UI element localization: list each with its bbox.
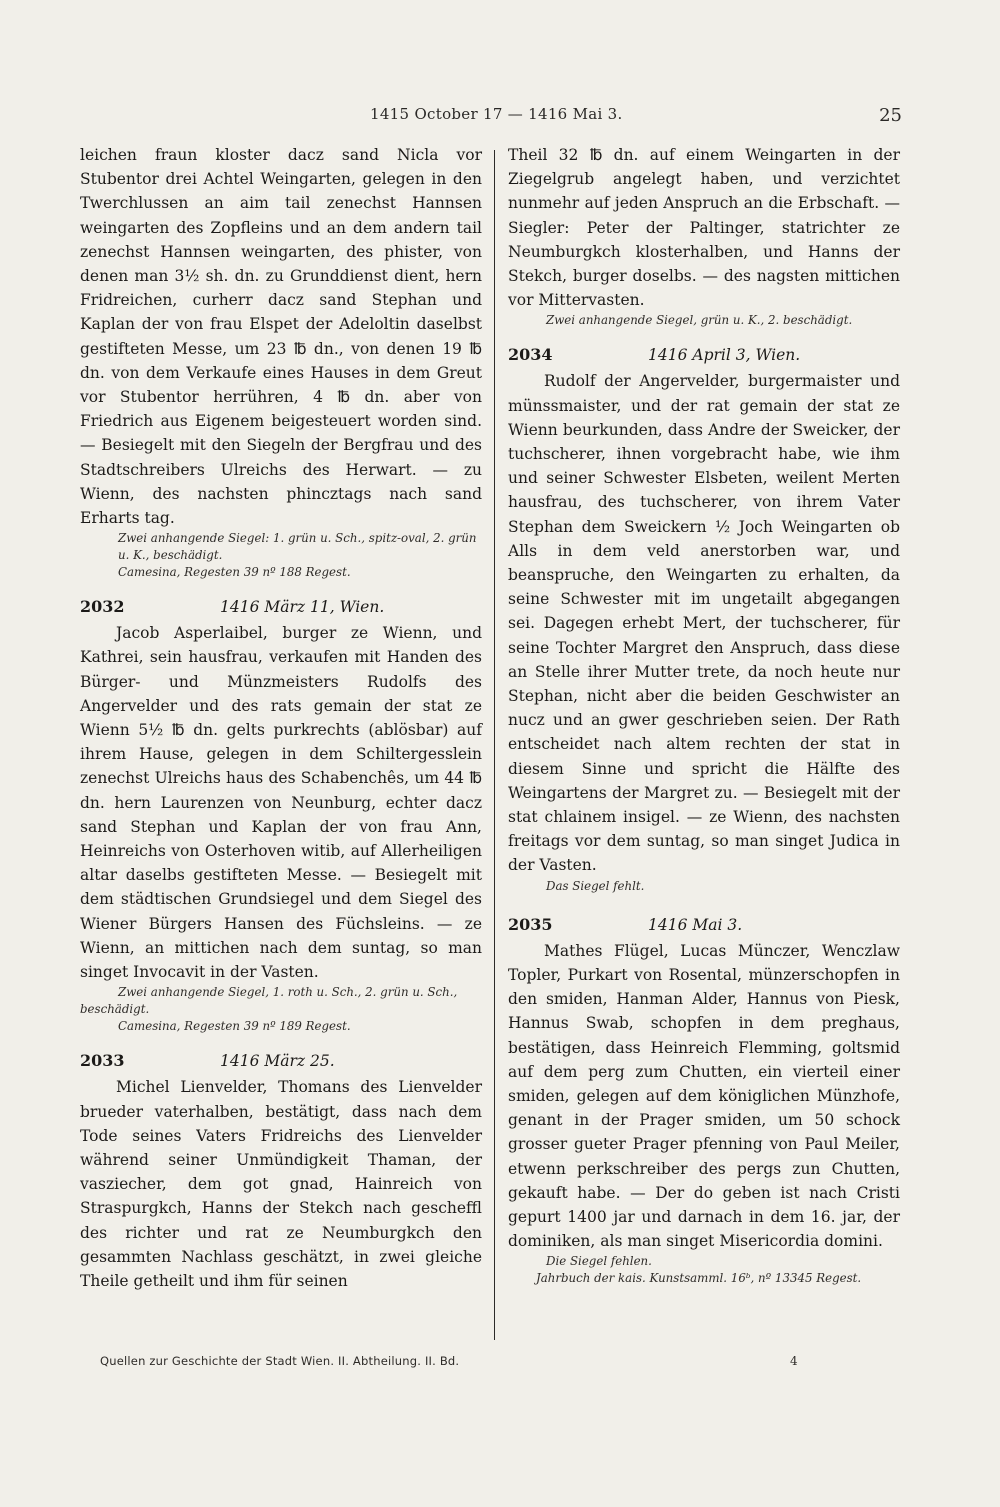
entry-date: 1416 Mai 3. (648, 915, 743, 934)
entry-2032 (80, 595, 482, 1035)
entry-date: 1416 April 3, Wien. (648, 346, 801, 365)
seal-note: Zwei anhangende Siegel, 1. roth u. Sch., 2. grün u. Sch., beschädigt. (80, 985, 458, 1017)
source-note: Jahrbuch der kais. Kunstsamml. 16ᵇ, nº 13345 Regest. (536, 1271, 862, 1286)
entry-number: 2034 (508, 345, 553, 365)
entry-heading (508, 343, 900, 367)
entry-2033 (80, 1049, 482, 1293)
source-note: Camesina, Regesten 39 nº 189 Regest. (118, 1019, 351, 1034)
running-title: 1415 October 17 — 1416 Mai 3. (370, 105, 623, 123)
entry-number: 2032 (80, 597, 125, 617)
entry-text: Jacob Asperlaibel, burger ze Wienn, und Kathrei, sein hausfrau, verkaufen mit Handen des Bürger- und Münzmeisters Rudolfs des Angervelder und des rats gemain der stat ze Wienn 5½ ℔ dn. gelts purkrechts (ablösbar) auf ihrem Hause, gelegen in dem Schiltergesslein zenechst Ulreichs haus des Schabenchês, um 44 ℔ dn. hern Laurenzen von Neunburg, echter dacz sand Stephan und Kaplan der von frau Ann, Heinreichs von Osterhoven witib, auf Allerheiligen altar daselbs gestifteten Messe. — Besiegelt mit dem städtischen Grundsiegel und dem Siegel des Wiener Bürgers Hansen des Füchsleins. — ze Wienn, an mittichen nach dem suntag, so man singet Invocavit in der Vasten. (80, 624, 482, 982)
entry-text: Michel Lienvelder, Thomans des Lienvelder brueder vaterhalben, bestätigt, dass nach dem Tode seines Vaters Fridreichs des Lienvelder während seiner Unmündigkeit Thaman, der vasziecher, dem got gnad, Hainreich von Straspurgkch, Hanns der Stekch nach gescheffl des richter und rat ze Neumburgkch den gesammten Nachlass geschätzt, in zwei gleiche Theile getheilt und ihm für seinen (80, 1078, 482, 1290)
series-footer: Quellen zur Geschichte der Stadt Wien. II. Abtheilung. II. Bd. (100, 1354, 460, 1368)
page-header (0, 101, 1000, 129)
seal-note: Zwei anhangende Siegel, grün u. K., 2. beschädigt. (546, 313, 853, 328)
entry-text: Mathes Flügel, Lucas Münczer, Wenczlaw Topler, Purkart von Rosental, münzerschopfen in den smiden, Hanman Alder, Hannus von Piesk, Hannus Swab, schopfen in dem preghaus, bestätigen, dass Heinreich Flemming, goltsmid auf dem perg zum Chutten, ein vierteil einer smiden, gelegen auf dem königlichen Münzhofe, genant in der Prager smiden, um 50 schock grosser gueter Prager pfenning von Paul Meiler, etwenn perkschreiber des pergs zun Chutten, gekauft habe. — Der do geben ist nach Cristi gepurt 1400 jar und darnach in dem 16. jar, der dominiken, als man singet Misericordia domini. (508, 941, 900, 1251)
page-number: 25 (879, 105, 902, 126)
entry-heading (508, 913, 900, 937)
entry-heading (80, 1049, 482, 1073)
source-note: Camesina, Regesten 39 nº 188 Regest. (118, 565, 351, 580)
entry-2033-continuation: Theil 32 ℔ dn. auf einem Weingarten in der Ziegelgrub angelegt haben, und verzichtet nunmehr auf jeden Anspruch an die Erbschaft. — Siegler: Peter der Paltinger, statrichter ze Neumburgkch klosterhalben, und Hanns der Stekch, burger doselbs. — des nagsten mittichen vor Mittervasten. (508, 146, 900, 310)
entry-2034 (508, 343, 900, 894)
signature-mark: 4 (790, 1354, 798, 1368)
left-column (80, 143, 482, 1293)
entry-text: Rudolf der Angervelder, burgermaister und münssmaister, und der rat gemain der stat ze Wienn beurkunden, dass Andre der Sweicker, der tuchscherer, ihnen vorgebracht habe, wie ihm und seiner Schwester Elsbeten, weilent Merten hausfrau, des tuchscherer, von ihrem Vater Stephan dem Sweickern ½ Joch Weingarten ob Alls in dem veld anerstorben war, und beanspruche, den Weingarten zu erhalten, da seine Schwester mit im ungetailt abgegangen sei. Dagegen erhebt Mert, der tuchscherer, für seine Tochter Margret den Anspruch, dass diese an Stelle ihrer Mutter trete, da noch heute nur Stephan, nicht aber die beiden Geschwister an nucz und an gwer geschrieben seien. Der Rath entscheidet nach altem rechten der stat in diesem Sinne und spricht die Hälfte des Weingartens der Margret zu. — Besiegelt mit der stat chlainem insigel. — ze Wienn, des nachsten freitags vor dem suntag, so man singet Judica in der Vasten. (508, 372, 900, 875)
entry-date: 1416 März 11, Wien. (220, 598, 385, 617)
seal-note: Das Siegel fehlt. (546, 878, 645, 893)
entry-2031-continuation: leichen fraun kloster dacz sand Nicla vor Stubentor drei Achtel Weingarten, gelegen in den Twerchlussen an aim tail zenechst Hannsen weingarten des Zopfleins und an dem andern tail zenechst Hannsen weingarten, des phister, von denen man 3½ sh. dn. zu Grunddienst dient, hern Fridreichen, curherr dacz sand Stephan und Kaplan der von frau Elspet der Adeloltin daselbst gestifteten Messe, um 23 ℔ dn., von denen 19 ℔ dn. von dem Verkaufe eines Hauses in dem Greut vor Stubentor herrühren, 4 ℔ dn. aber von Friedrich aus Eigenem beigesteuert worden sind. — Besiegelt mit den Siegeln der Bergfrau und des Stadtschreibers Ulreichs des Herwart. — zu Wienn, des nachsten phincztags nach sand Erharts tag. (80, 146, 482, 528)
entry-heading (80, 595, 482, 619)
seal-note: Die Siegel fehlen. (546, 1254, 652, 1269)
column-divider (494, 150, 495, 1340)
entry-2035 (508, 913, 900, 1288)
right-column (508, 143, 900, 1287)
entry-number: 2035 (508, 914, 553, 934)
seal-note: Zwei anhangende Siegel: 1. grün u. Sch., spitz-oval, 2. grün u. K., beschädigt. (118, 531, 477, 563)
entry-date: 1416 März 25. (220, 1052, 335, 1071)
entry-number: 2033 (80, 1051, 125, 1071)
